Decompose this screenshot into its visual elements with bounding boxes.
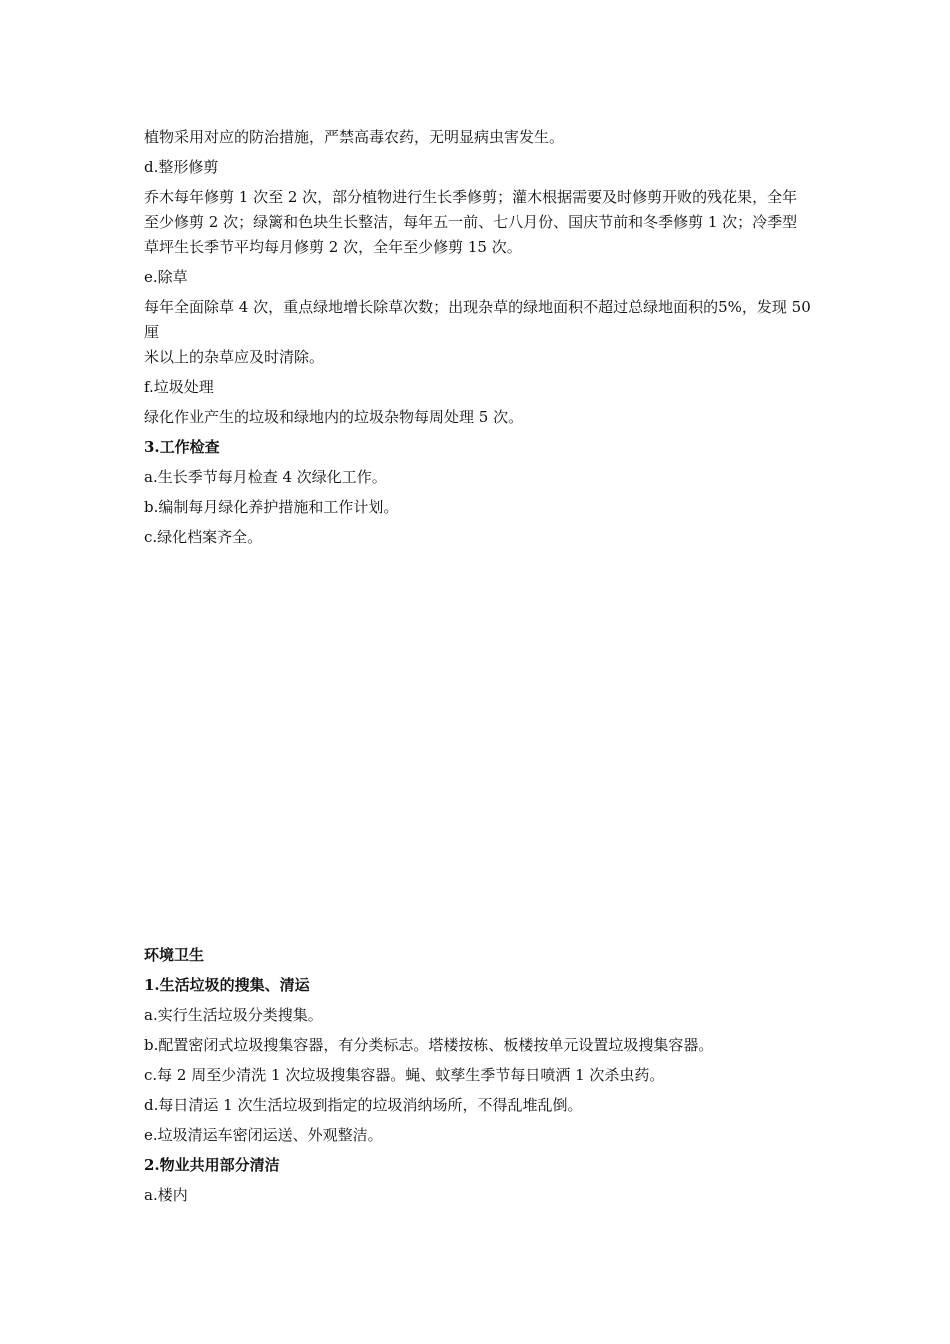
list-item: b.配置密闭式垃圾搜集容器，有分类标志。塔楼按栋、板楼按单元设置垃圾搜集容器。 — [144, 1036, 714, 1054]
list-item: e.垃圾清运车密闭运送、外观整洁。 — [144, 1126, 383, 1144]
item-heading: e.除草 — [144, 268, 188, 286]
section-heading: 1.生活垃圾的搜集、清运 — [144, 976, 310, 994]
list-item: c.绿化档案齐全。 — [144, 528, 263, 546]
list-item: d.每日清运 1 次生活垃圾到指定的垃圾消纳场所，不得乱堆乱倒。 — [144, 1096, 583, 1114]
paragraph: 植物采用对应的防治措施，严禁高毒农药，无明显病虫害发生。 — [144, 128, 565, 146]
text-block-sanitation — [144, 943, 812, 1213]
paragraph: 绿化作业产生的垃圾和绿地内的垃圾杂物每周处理 5 次。 — [144, 408, 524, 426]
item-heading: f.垃圾处理 — [144, 378, 214, 396]
list-item: a.楼内 — [144, 1186, 188, 1204]
paragraph: 米以上的杂草应及时清除。 — [144, 348, 325, 366]
list-item: c.每 2 周至少清洗 1 次垃圾搜集容器。蝇、蚊孳生季节每日喷洒 1 次杀虫药。 — [144, 1066, 665, 1084]
chapter-heading: 环境卫生 — [144, 946, 205, 964]
list-item: a.生长季节每月检查 4 次绿化工作。 — [144, 468, 387, 486]
paragraph: 每年全面除草 4 次，重点绿地增长除草次数；出现杂草的绿地面积不超过总绿地面积的5%，发现 50 厘 — [144, 298, 811, 341]
text-block-greening — [144, 125, 812, 555]
section-heading: 3.工作检查 — [144, 438, 220, 456]
list-item: b.编制每月绿化养护措施和工作计划。 — [144, 498, 399, 516]
section-heading: 2.物业共用部分清洁 — [144, 1156, 280, 1174]
list-item: a.实行生活垃圾分类搜集。 — [144, 1006, 323, 1024]
item-heading: d.整形修剪 — [144, 158, 219, 176]
paragraph: 乔木每年修剪 1 次至 2 次，部分植物进行生长季修剪；灌木根据需要及时修剪开败的残花果，全年至少修剪 2 次；绿篱和色块生长整洁，每年五一前、七八月份、国庆节前和冬季修剪 1 次；冷季型草坪生长季节平均每月修剪 2 次，全年至少修剪 15 次。 — [144, 188, 798, 256]
